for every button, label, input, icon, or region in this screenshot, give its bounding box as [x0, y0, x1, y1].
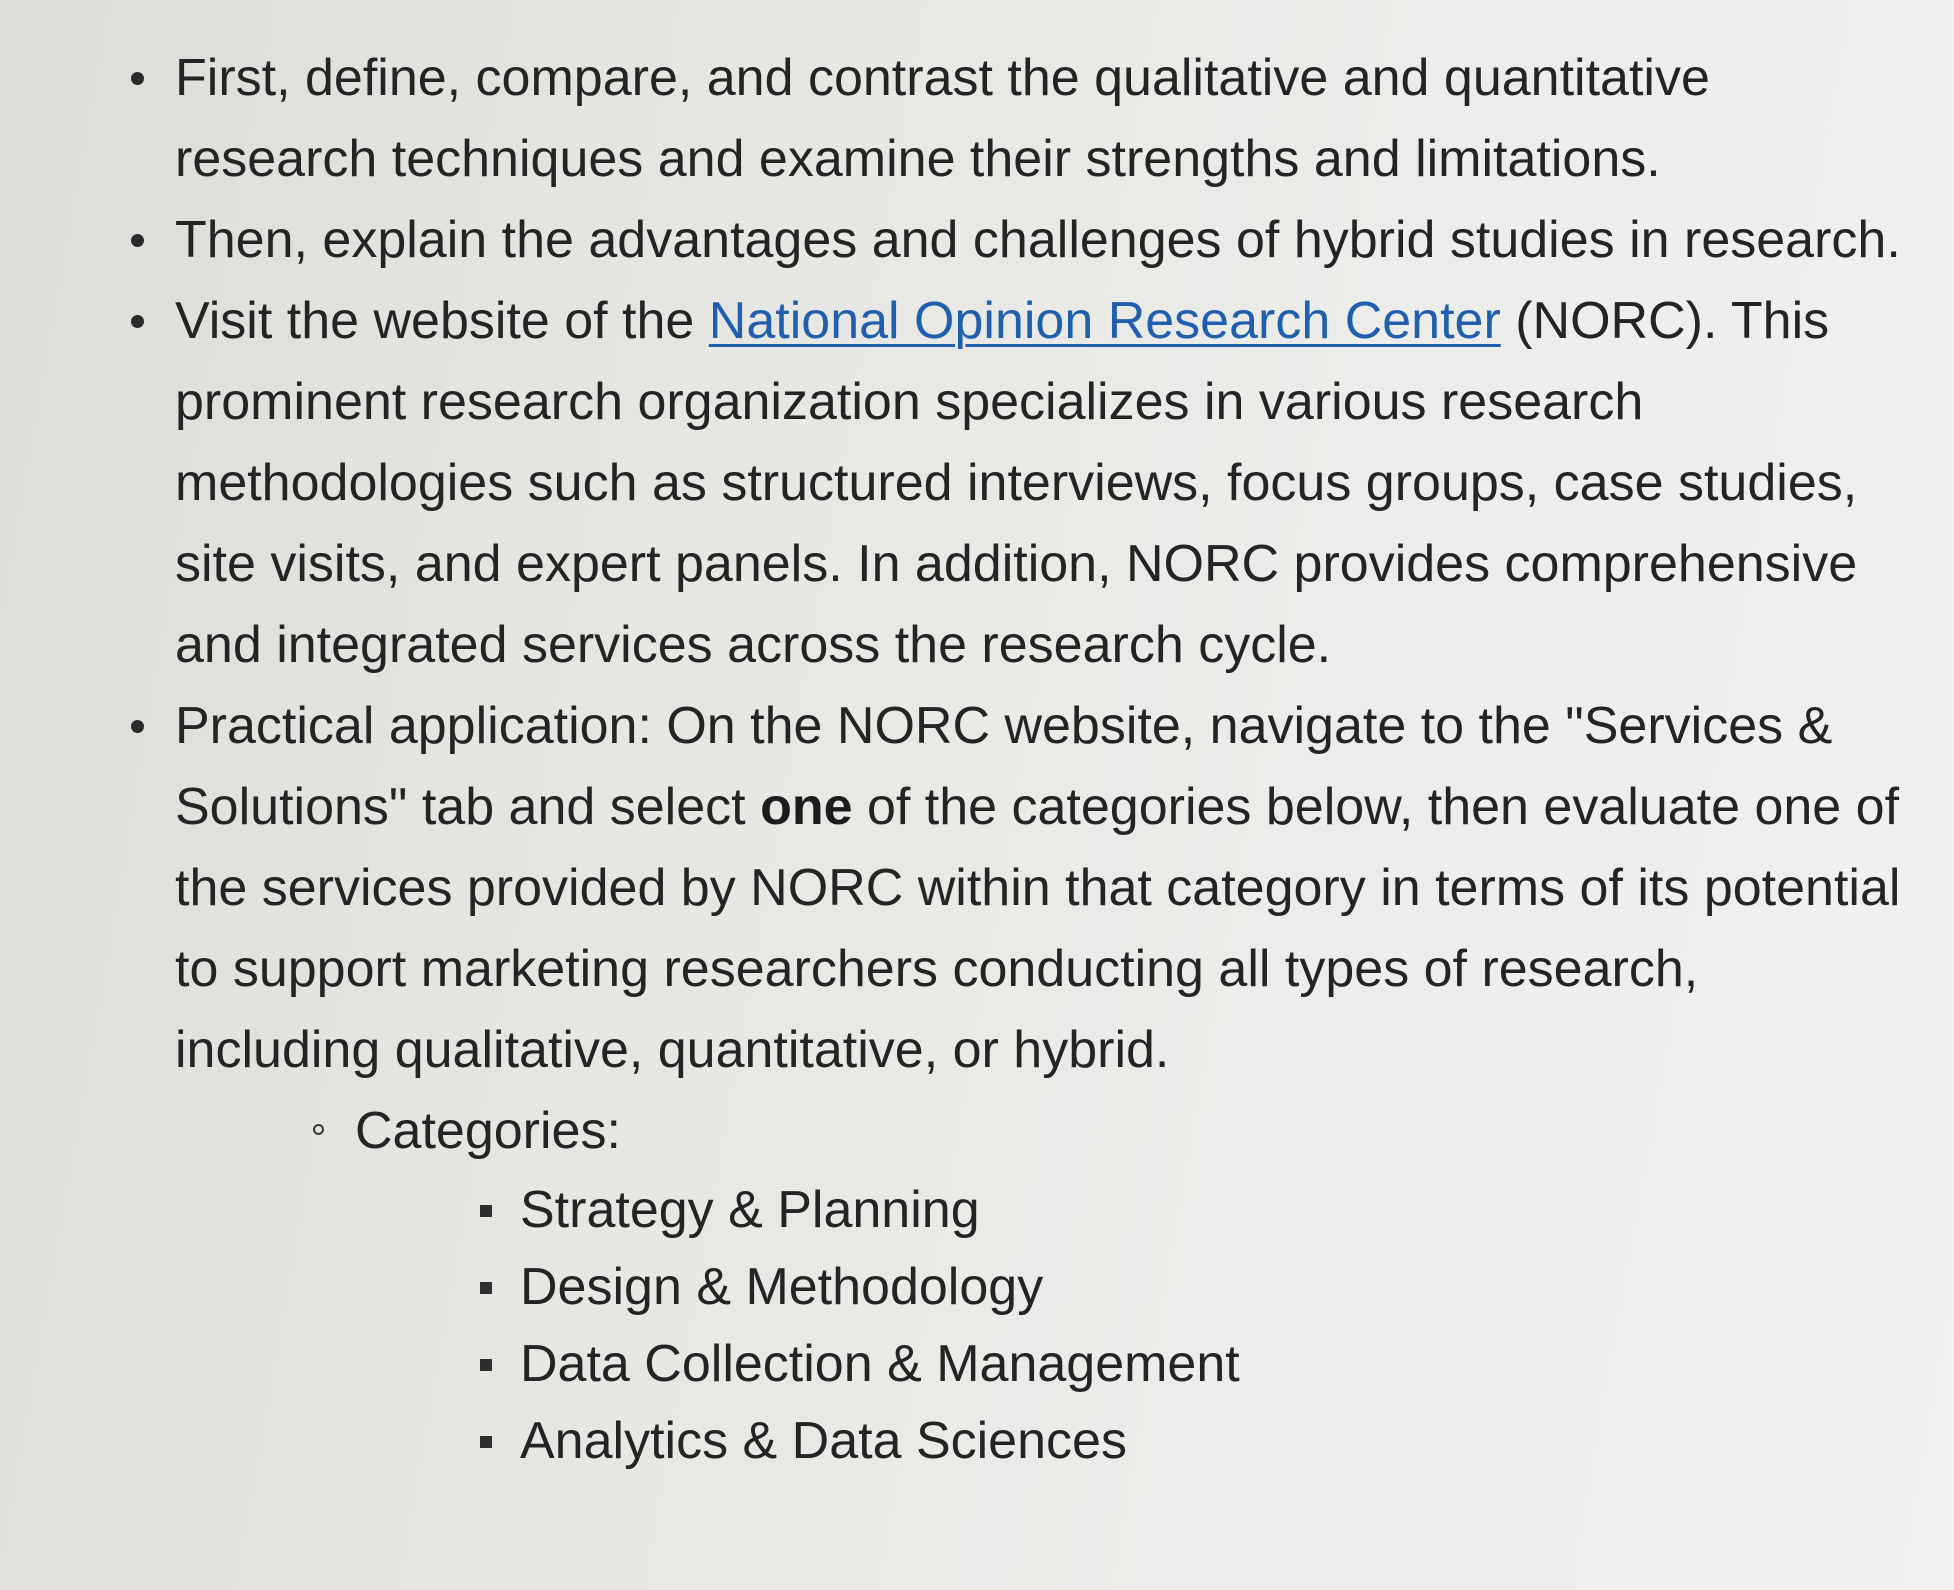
list-item-visit-norc	[175, 281, 1935, 686]
instruction-text	[175, 686, 1915, 1091]
circle-bullet-icon	[313, 1124, 324, 1135]
instruction-text	[175, 281, 1915, 686]
list-item-practical-application	[175, 686, 1935, 1480]
instruction-text: Then, explain the advantages and challenges of hybrid studies in research.	[175, 211, 1901, 269]
bullet-icon	[131, 234, 144, 247]
square-bullet-icon	[480, 1359, 492, 1371]
square-bullet-icon	[480, 1205, 492, 1217]
list-item-hybrid-studies	[175, 200, 1935, 281]
category-label: Strategy & Planning	[520, 1181, 980, 1239]
category-item	[520, 1172, 1935, 1249]
list-item-define-compare	[175, 38, 1935, 200]
assignment-instructions	[175, 38, 1935, 1480]
square-bullet-icon	[480, 1436, 492, 1448]
square-bullet-icon	[480, 1282, 492, 1294]
category-label: Analytics & Data Sciences	[520, 1412, 1127, 1470]
categories-list	[175, 1091, 1935, 1480]
text-segment: Visit the website of the	[175, 292, 709, 350]
categories-heading-item	[355, 1091, 1935, 1480]
bullet-icon	[131, 720, 144, 733]
instruction-list	[175, 38, 1935, 1480]
norc-website-link[interactable]: National Opinion Research Center	[708, 292, 1501, 350]
category-label: Design & Methodology	[520, 1258, 1044, 1316]
category-items	[355, 1172, 1935, 1480]
instruction-text: First, define, compare, and contrast the qualitative and quantitative research techniques and examine their strengths and limitations.	[175, 49, 1710, 188]
text-segment: Practical application: On the NORC website, navigate to the "Services & Solutions" tab and select	[175, 697, 1833, 836]
text-segment: (NORC). This prominent research organization specializes in various research methodologies such as structured interviews, focus groups, case studies, site visits, and expert panels. In addition, NORC provides comprehensive and integrated services across the research cycle.	[175, 292, 1858, 674]
category-item	[520, 1326, 1935, 1403]
emphasis-one: one	[760, 778, 853, 836]
categories-label: Categories:	[355, 1102, 621, 1160]
category-label: Data Collection & Management	[520, 1335, 1240, 1393]
bullet-icon	[131, 72, 144, 85]
bullet-icon	[131, 315, 144, 328]
category-item	[520, 1403, 1935, 1480]
category-item	[520, 1249, 1935, 1326]
text-segment: of the categories below, then evaluate one of the services provided by NORC within that category in terms of its potential to support marketing researchers conducting all types of research, including qualitative, quantitative, or hybrid.	[175, 778, 1901, 1079]
